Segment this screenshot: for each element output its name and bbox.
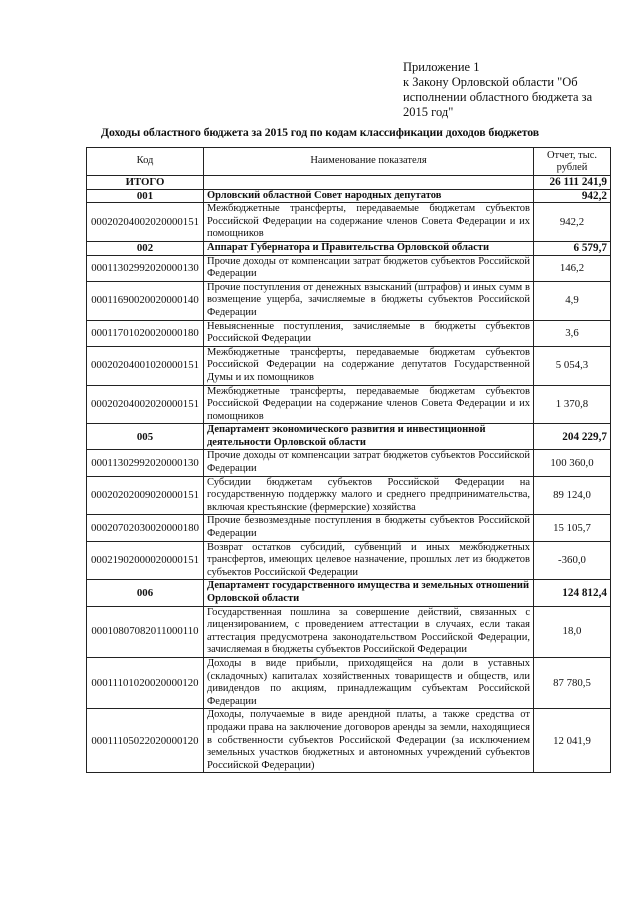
row-name: Аппарат Губернатора и Правительства Орловской области	[204, 241, 534, 255]
table-row	[87, 515, 611, 541]
table-row	[87, 320, 611, 346]
department-row	[87, 189, 611, 203]
department-row	[87, 580, 611, 606]
row-code: 00020702030020000180	[87, 515, 204, 541]
row-value: 942,2	[534, 203, 611, 242]
row-name: Департамент государственного имущества и земельных отношений Орловской области	[204, 580, 534, 606]
table-row	[87, 281, 611, 320]
total-label: ИТОГО	[87, 176, 204, 190]
table-row	[87, 346, 611, 385]
row-name: Прочие доходы от компенсации затрат бюджетов субъектов Российской Федерации	[204, 450, 534, 476]
row-value: 12 041,9	[534, 709, 611, 773]
row-code: 002	[87, 241, 204, 255]
row-name: Невыясненные поступления, зачисляемые в бюджеты субъектов Российской Федерации	[204, 320, 534, 346]
row-code: 001	[87, 189, 204, 203]
row-name: Межбюджетные трансферты, передаваемые бюджетам субъектов Российской Федерации на содержание членов Совета Федерации и их помощников	[204, 203, 534, 242]
row-name: Доходы, получаемые в виде арендной платы, а также средства от продажи права на заключение договоров аренды за земли, находящиеся в собственности субъектов Российской Федерации (за исключением земельных участков бюджетных и автономных учреждений субъектов Российской Федерации)	[204, 709, 534, 773]
row-value: 146,2	[534, 255, 611, 281]
row-value: 4,9	[534, 281, 611, 320]
row-value: 942,2	[534, 189, 611, 203]
row-code: 00011302992020000130	[87, 255, 204, 281]
row-code: 00011105022020000120	[87, 709, 204, 773]
row-name: Департамент экономического развития и инвестиционной деятельности Орловской области	[204, 424, 534, 450]
row-name: Орловский областной Совет народных депутатов	[204, 189, 534, 203]
department-row	[87, 424, 611, 450]
row-name: Субсидии бюджетам субъектов Российской Федерации на государственную поддержку малого и среднего предпринимательства, включая крестьянские (фермерские) хозяйства	[204, 476, 534, 515]
row-value: 100 360,0	[534, 450, 611, 476]
row-code: 006	[87, 580, 204, 606]
table-row	[87, 541, 611, 580]
row-value: 6 579,7	[534, 241, 611, 255]
header-code: Код	[87, 148, 204, 176]
row-name: Прочие поступления от денежных взысканий (штрафов) и иных сумм в возмещение ущерба, зачисляемые в бюджеты субъектов Российской Федерации	[204, 281, 534, 320]
table-header-row	[87, 148, 611, 176]
row-name: Возврат остатков субсидий, субвенций и иных межбюджетных трансфертов, имеющих целевое назначение, прошлых лет из бюджетов субъектов Российской Федерации	[204, 541, 534, 580]
row-value: 5 054,3	[534, 346, 611, 385]
row-name: Межбюджетные трансферты, передаваемые бюджетам субъектов Российской Федерации на содержание депутатов Государственной Думы и их помощников	[204, 346, 534, 385]
row-code: 00011690020020000140	[87, 281, 204, 320]
row-code: 00020204002020000151	[87, 203, 204, 242]
row-code: 00020204002020000151	[87, 385, 204, 424]
total-value: 26 111 241,9	[534, 176, 611, 190]
total-row	[87, 176, 611, 190]
row-name: Прочие доходы от компенсации затрат бюджетов субъектов Российской Федерации	[204, 255, 534, 281]
row-value: 89 124,0	[534, 476, 611, 515]
table-row	[87, 606, 611, 657]
revenue-table	[86, 147, 611, 773]
header-report: Отчет, тыс. рублей	[534, 148, 611, 176]
header-name: Наименование показателя	[204, 148, 534, 176]
document-title: Доходы областного бюджета за 2015 год по кодам классификации доходов бюджетов	[100, 125, 540, 139]
total-name-cell	[204, 176, 534, 190]
table-body	[87, 176, 611, 773]
table-row	[87, 476, 611, 515]
row-value: 15 105,7	[534, 515, 611, 541]
row-code: 00021902000020000151	[87, 541, 204, 580]
row-code: 00020202009020000151	[87, 476, 204, 515]
table-row	[87, 385, 611, 424]
row-code: 00010807082011000110	[87, 606, 204, 657]
row-value: 204 229,7	[534, 424, 611, 450]
row-value: -360,0	[534, 541, 611, 580]
table-row	[87, 657, 611, 708]
row-value: 124 812,4	[534, 580, 611, 606]
table-row	[87, 203, 611, 242]
row-value: 18,0	[534, 606, 611, 657]
row-code: 00011701020020000180	[87, 320, 204, 346]
row-code: 00011101020020000120	[87, 657, 204, 708]
appendix-line-1: Приложение 1	[403, 60, 480, 74]
table-row	[87, 255, 611, 281]
row-value: 1 370,8	[534, 385, 611, 424]
appendix-note	[403, 60, 608, 120]
row-value: 87 780,5	[534, 657, 611, 708]
appendix-line-2: к Закону Орловской области "Об исполнении областного бюджета за 2015 год"	[403, 75, 593, 119]
row-name: Прочие безвозмездные поступления в бюджеты субъектов Российской Федерации	[204, 515, 534, 541]
row-value: 3,6	[534, 320, 611, 346]
row-name: Государственная пошлина за совершение действий, связанных с лицензированием, с проведением аттестации в случаях, если такая аттестация предусмотрена законодательством Российской Федерации, зачисляемая в бюджеты субъектов Российской Федерации	[204, 606, 534, 657]
table-row	[87, 450, 611, 476]
row-code: 005	[87, 424, 204, 450]
row-code: 00011302992020000130	[87, 450, 204, 476]
row-name: Межбюджетные трансферты, передаваемые бюджетам субъектов Российской Федерации на содержание членов Совета Федерации и их помощников	[204, 385, 534, 424]
row-code: 00020204001020000151	[87, 346, 204, 385]
department-row	[87, 241, 611, 255]
table-row	[87, 709, 611, 773]
row-name: Доходы в виде прибыли, приходящейся на доли в уставных (складочных) капиталах хозяйственных товариществ и обществ, или дивидендов по акциям, принадлежащим субъектам Российской Федерации	[204, 657, 534, 708]
